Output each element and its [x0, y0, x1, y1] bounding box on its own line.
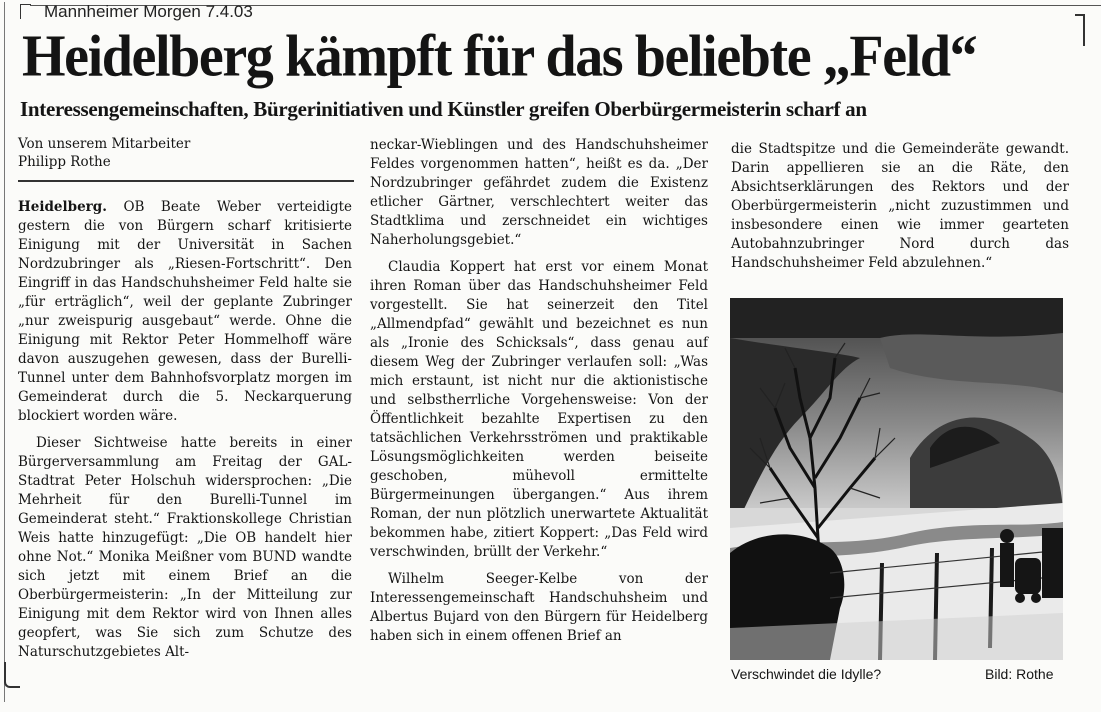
article-paragraph-2: Dieser Sichtweise hatte bereits in einer Bürgerversammlung am Freitag der GAL-Stadtrat Peter Holschuh widersprochen: „Die Mehrheit für den Burelli-Tunnel im Gemeinderat steht.“ Fraktionskollege Christian Weis hatte hinzugefügt: „Die OB handelt hier ohne Not.“ Monika Meißner vom BUND wandte sich jetzt mit einem Brief an die Oberbürgermeisterin: „In der Mitteilung zur Einigung mit dem Rektor wird von Ihnen alles geopfert, was Sie sich zum Schutze des Naturschutzgebietes Alt-	[18, 435, 352, 660]
byline-rule	[18, 180, 354, 182]
photo-image	[730, 298, 1063, 660]
article-column-1	[18, 198, 352, 662]
headline: Heidelberg kämpft für das beliebte „Feld“	[22, 24, 977, 90]
byline-author: Philipp Rothe	[18, 154, 111, 170]
photo-credit: Bild: Rothe	[985, 666, 1054, 682]
article-text-1: OB Beate Weber verteidigte gestern die von Bürgern scharf kritisierte Einigung mit der Universität in Sachen Nordzubringer als „Riesen-Fortschritt“. Den Eingriff in das Handschuhsheimer Feld halte sie „für erträglich“, weil der geplante Zubringer „nur zweispurig ausgebaut“ werde. Ohne die Einigung mit Rektor Peter Hommelhoff wäre davon auszugehen gewesen, dass der Burelli-Tunnel unter dem Bahnhofsvorplatz morgen im Gemeinderat durch die 5. Neckarquerung blockiert worden wäre.	[18, 199, 352, 424]
article-paragraph-5: Wilhelm Seeger-Kelbe von der Interessengemeinschaft Handschuhsheim und Albertus Bujard von den Bürgern für Heidelberg haben sich in einem offenen Brief an	[370, 571, 708, 644]
crop-mark-top-left	[20, 4, 31, 19]
article-paragraph-3: neckar-Wieblingen und des Handschuhsheimer Feldes vorgenommen hatten“, heißt es da. „Der Nordzubringer gefährdet zudem die Existenz etlicher Gärtner, verschlechtert weiter das Stadtklima und zerschneidet ein wichtiges Naherholungsgebiet.“	[370, 137, 708, 248]
article-paragraph-4: Claudia Koppert hat erst vor einem Monat ihren Roman über das Handschuhsheimer Feld vorgestellt. Sie hat seinerzeit den Titel „Allmendpfad“ gewählt und bezeichnet es nun als „Ironie des Schicksals“, dass genau auf diesem Weg der Zubringer verlaufen soll: „Was mich erstaunt, ist nicht nur die aktionistische und selbstherrliche Vorgehensweise: Von der Öffentlichkeit bezahlte Expertisen zu den tatsächlichen Verkehrsströmen und praktikable Lösungsmöglichkeiten werden beiseite geschoben, mühevoll ermittelte Bürgermeinungen übergangen.“ Aus ihrem Roman, der nun plötzlich unerwartete Aktualität bekommen habe, zitiert Koppert: „Das Feld wird verschwinden, brüllt der Verkehr.“	[370, 259, 708, 560]
source-label: Mannheimer Morgen 7.4.03	[44, 2, 253, 21]
subheadline: Interessengemeinschaften, Bürgerinitiativen und Künstler greifen Oberbürgermeisterin scharf an	[20, 97, 867, 121]
dateline: Heidelberg.	[18, 199, 107, 215]
article-photo	[730, 298, 1063, 660]
article-paragraph-1	[18, 198, 352, 426]
article-paragraph-6: die Stadtspitze und die Gemeinderäte gewandt. Darin appellieren sie an die Räte, den Absichtserklärungen des Rektors und der Oberbürgermeisterin „nicht zuzustimmen und insbesondere einen wie immer gearteten Autobahnzubringer Nord durch das Handschuhsheimer Feld abzulehnen.“	[731, 141, 1069, 271]
clipping-edge-left	[4, 2, 5, 702]
article-column-3	[731, 140, 1069, 273]
byline	[18, 135, 190, 171]
article-column-2	[370, 136, 708, 646]
byline-role: Von unserem Mitarbeiter	[18, 136, 191, 152]
crop-mark-bottom-left	[4, 662, 20, 688]
photo-caption: Verschwindet die Idylle?	[731, 666, 882, 682]
